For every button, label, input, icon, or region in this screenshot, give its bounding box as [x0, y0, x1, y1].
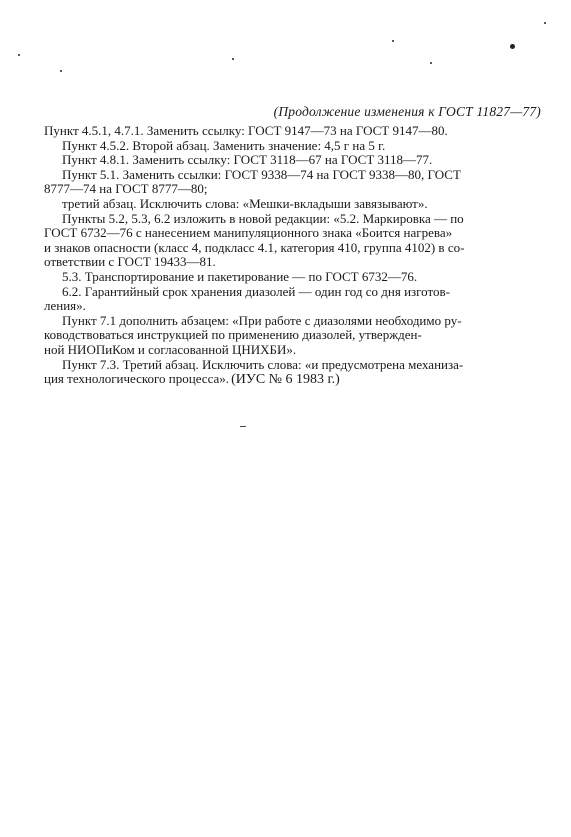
text-line: третий абзац. Исключить слова: «Мешки-вкладыши завязывают». — [62, 195, 428, 211]
scan-speck — [430, 62, 432, 64]
text-line: Пункт 5.1. Заменить ссылки: ГОСТ 9338—74 на ГОСТ 9338—80, ГОСТ — [62, 166, 461, 182]
text-line: и знаков опасности (класс 4, подкласс 4.1, категория 410, группа 4102) в со- — [44, 239, 465, 255]
text-line: 5.3. Транспортирование и пакетирование — по ГОСТ 6732—76. — [62, 268, 418, 284]
text-line: Пункты 5.2, 5.3, 6.2 изложить в новой редакции: «5.2. Маркировка — по — [62, 210, 464, 226]
text-line: ответствии с ГОСТ 19433—81. — [44, 254, 216, 270]
text-line: 8777—74 на ГОСТ 8777—80; — [44, 181, 208, 197]
text-line: Пункт 7.1 дополнить абзацем: «При работе с диазолями необходимо ру- — [62, 312, 462, 328]
text-line: ной НИОПиКом и согласованной ЦНИХБИ». — [44, 341, 297, 357]
scan-mark — [240, 426, 246, 427]
text-line: Пункт 7.3. Третий абзац. Исключить слова: «и предусмотрена механиза- — [62, 356, 464, 372]
text-line: Пункт 4.5.2. Второй абзац. Заменить значение: 4,5 г на 5 г. — [62, 137, 386, 153]
text-line: Пункт 4.8.1. Заменить ссылку: ГОСТ 3118—67 на ГОСТ 3118—77. — [62, 152, 433, 168]
document-body — [44, 124, 542, 387]
text-line: ления». — [44, 298, 86, 314]
text-line: Пункт 4.5.1, 4.7.1. Заменить ссылку: ГОСТ 9147—73 на ГОСТ 9147—80. — [44, 123, 448, 138]
text-line: ководствоваться инструкцией по применению диазолей, утвержден- — [44, 327, 422, 343]
scan-speck — [232, 58, 234, 60]
scan-speck — [392, 40, 394, 42]
document-header: (Продолжение изменения к ГОСТ 11827—77) — [273, 104, 541, 119]
issue-reference: (ИУС № 6 1983 г.) — [231, 372, 340, 387]
text-line: ГОСТ 6732—76 с нанесением манипуляционного знака «Боится нагрева» — [44, 225, 453, 241]
scan-speck — [510, 44, 515, 49]
scan-speck — [544, 22, 546, 24]
scan-speck — [18, 54, 20, 56]
text-line: 6.2. Гарантийный срок хранения диазолей — один год со дня изготов- — [62, 283, 450, 299]
scan-speck — [60, 70, 62, 72]
text-line: ция технологического процесса». — [44, 371, 230, 387]
